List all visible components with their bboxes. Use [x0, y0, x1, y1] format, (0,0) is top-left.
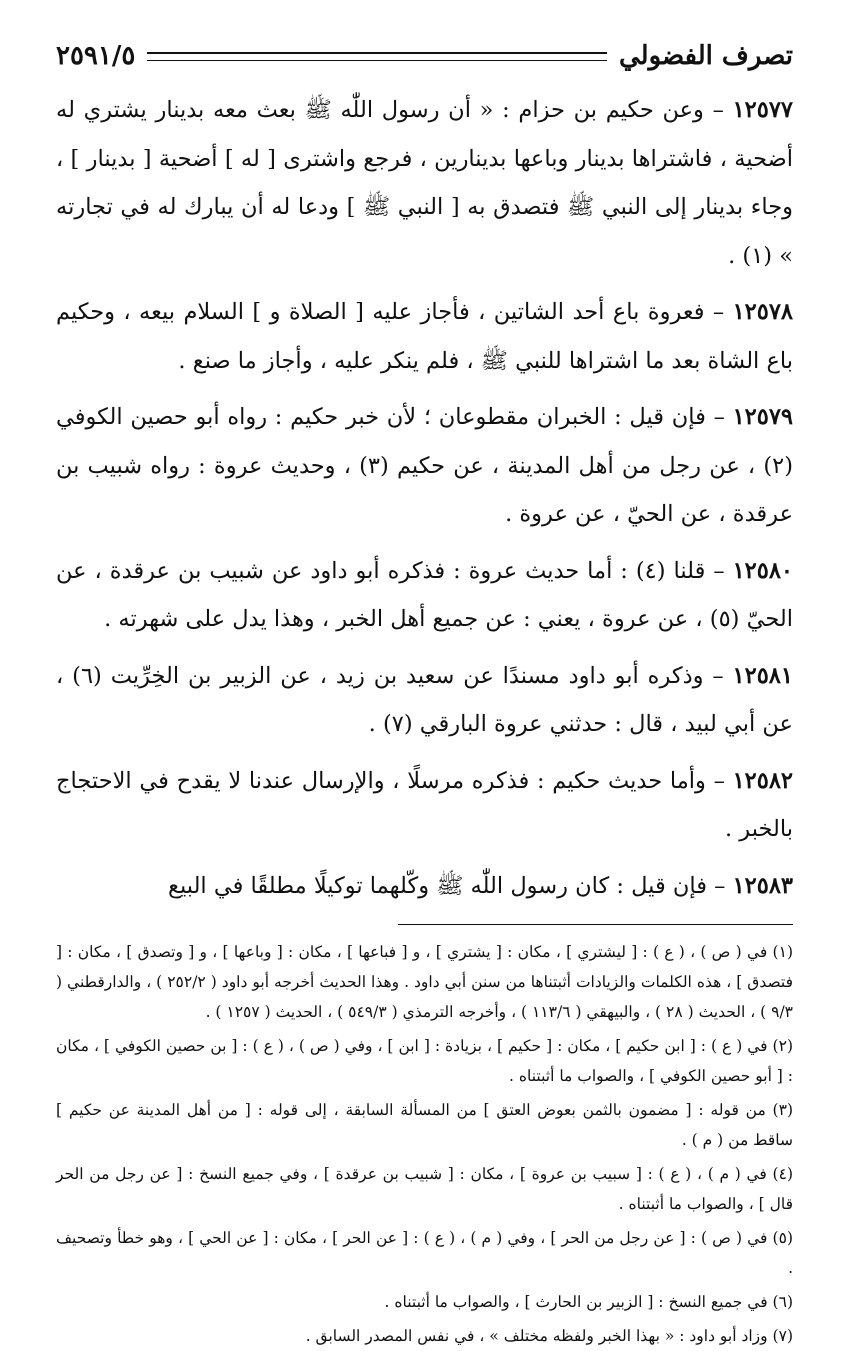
paragraph	[56, 86, 793, 280]
paragraph-text: – وذكره أبو داود مسندًا عن سعيد بن زيد ، عن الزبير بن الخِرِّيت (٦) ، عن أبي لبيد ، قال : حدثني عروة البارقي (٧) .	[56, 662, 793, 737]
paragraph-text: – فعروة باع أحد الشاتين ، فأجاز عليه [ الصلاة و ] السلام بيعه ، وحكيم باع الشاة بعد ما اشتراها للنبي ﷺ ، فلم ينكر عليه ، وأجاز ما صنع .	[56, 299, 793, 374]
footnote: (٦) في جميع النسخ : [ الزبير بن الحارث ] ، والصواب ما أثبتناه .	[384, 1293, 793, 1311]
paragraph-text: – وعن حكيم بن حزام : « أن رسول اللّٰه ﷺ بعث معه بدينار يشتري له أضحية ، فاشتراها بدينار وباعها بدينارين ، فرجع واشترى [ له ] أضحية [ بدينار ] ، وجاء بدينار إلى النبي ﷺ فتصدق به [ النبي ﷺ ] ودعا له أن يبارك له في تجارته » (١) .	[56, 97, 793, 269]
paragraph-number: ١٢٥٨٣	[732, 872, 793, 899]
footnote: (١) في ( ص ) ، ( ع ) : [ ليشتري ] ، مكان : [ يشتري ] ، و [ فباعها ] ، مكان : [ وباعها ] ، و [ وتصدق ] ، مكان : [ فتصدق ] ، هذه الكلمات والزيادات أثبتناها من سنن أبي داود . وهذا الحديث أخرجه أبو داود ( ٢٥٢/٢ ) ، والدارقطني ( ٩/٣ ) ، الحديث ( ٢٨ ) ، والبيهقي ( ١١٣/٦ ) ، وأخرجه الترمذي ( ٥٤٩/٣ ) ، الحديث ( ١٢٥٧ ) .	[56, 943, 793, 1021]
paragraph-number: ١٢٥٨٠	[732, 557, 793, 584]
paragraph-number: ١٢٥٨٢	[732, 767, 793, 794]
footnote: (٣) من قوله : [ مضمون بالثمن بعوض العتق ] من المسألة السابقة ، إلى قوله : [ من أهل المدينة عن حكيم ] ساقط من ( م ) .	[56, 1101, 793, 1149]
header-rule	[147, 52, 607, 61]
paragraph-text: – فإن قيل : الخبران مقطوعان ؛ لأن خبر حكيم : رواه أبو حصين الكوفي (٢) ، عن رجل من أهل المدينة ، عن حكيم (٣) ، وحديث عروة : رواه شبيب بن عرقدة ، عن الحيّ ، عن عروة .	[56, 404, 793, 527]
paragraph-number: ١٢٥٧٨	[732, 299, 793, 325]
paragraph	[56, 757, 793, 854]
paragraph-number: ١٢٥٨١	[732, 662, 793, 689]
paragraph	[56, 652, 793, 749]
footnote: (٧) وزاد أبو داود : « بهذا الخبر ولفظه مختلف » ، في نفس المصدر السابق .	[305, 1327, 793, 1345]
page-header	[56, 34, 793, 78]
footnote: (٢) في ( ع ) : [ ابن حكيم ] ، مكان : [ حكيم ] ، بزيادة : [ ابن ] ، وفي ( ص ) ، ( ع ) : [ بن حصين الكوفي ] ، مكان : [ أبو حصين الكوفي ] ، والصواب ما أثبتناه .	[56, 1037, 793, 1085]
paragraph-text: – وأما حديث حكيم : فذكره مرسلًا ، والإرسال عندنا لا يقدح في الاحتجاج بالخبر .	[56, 767, 793, 842]
paragraph-text: – فإن قيل : كان رسول اللّٰه ﷺ وكّلهما توكيلًا مطلقًا في البيع	[168, 872, 733, 899]
running-title: تصرف الفضولي	[618, 41, 793, 71]
page-number: ٢٥٩١/٥	[56, 41, 136, 71]
paragraph-number: ١٢٥٧٩	[732, 404, 793, 430]
paragraph	[56, 547, 793, 644]
paragraph	[56, 393, 793, 539]
footnote-separator	[398, 924, 793, 925]
paragraph	[56, 288, 793, 385]
main-text	[56, 86, 793, 910]
paragraph-text: – قلنا (٤) : أما حديث عروة : فذكره أبو داود عن شبيب بن عرقدة ، عن الحيّ (٥) ، عن عروة ، يعني : عن جميع أهل الخبر ، وهذا يدل على شهرته .	[56, 557, 793, 632]
footnote: (٤) في ( م ) ، ( ع ) : [ سبيب بن عروة ] ، مكان : [ شبيب بن عرقدة ] ، وفي جميع النسخ : [ عن رجل من الحر قال ] ، والصواب ما أثبتناه .	[56, 1165, 793, 1213]
footnotes	[56, 937, 793, 1351]
footnote: (٥) في ( ص ) : [ عن رجل من الحر ] ، وفي ( م ) ، ( ع ) : [ عن الحر ] ، مكان : [ عن الحي ] ، وهو خطأ وتصحيف .	[56, 1229, 793, 1277]
paragraph	[56, 862, 793, 911]
paragraph-number: ١٢٥٧٧	[732, 97, 793, 123]
